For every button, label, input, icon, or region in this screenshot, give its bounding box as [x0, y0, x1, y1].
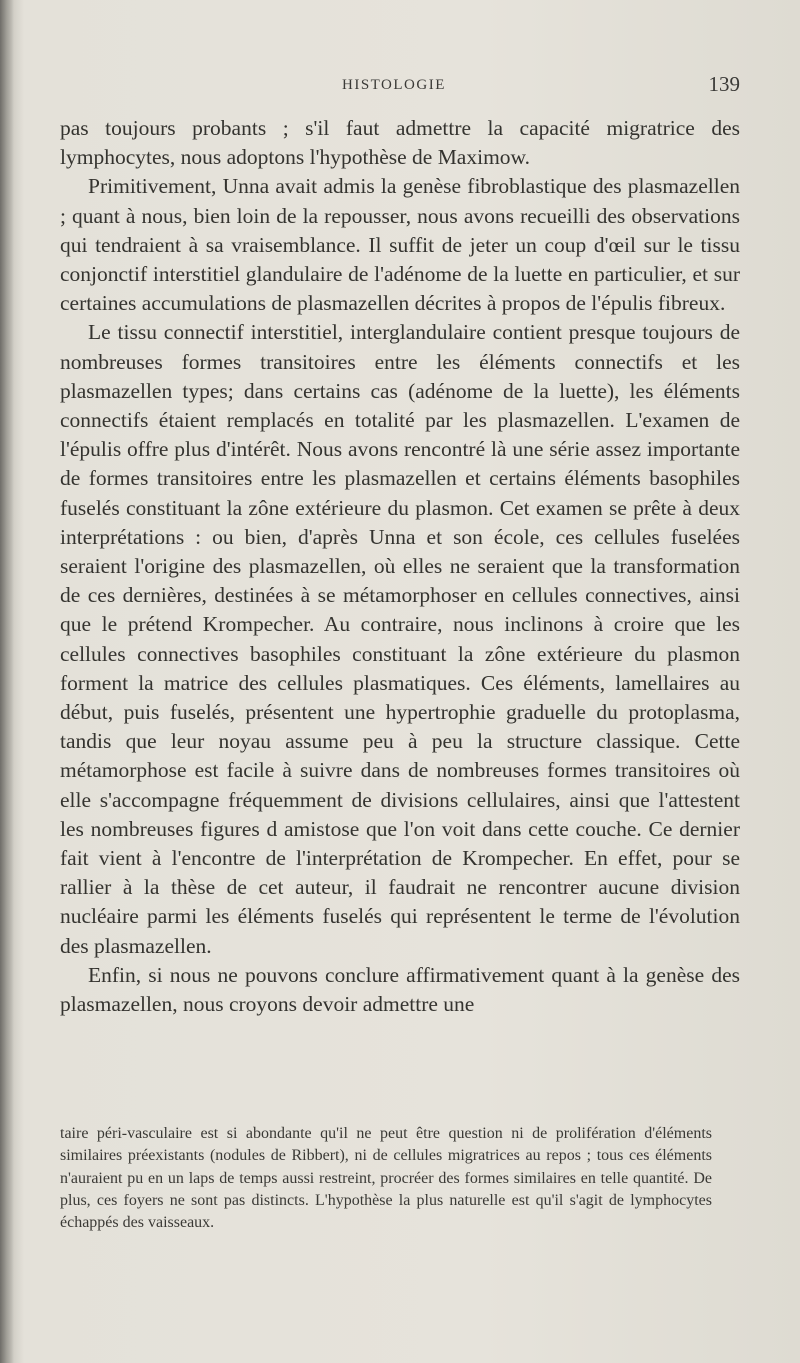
paragraph: Primitivement, Unna avait admis la genèse fibroblastique des plasmazellen ; quant à nous, bien loin de la repousser, nous avons recueilli des observations qui tendraient à sa vraisemblance. Il suffit de jeter un coup d'œil sur le tissu conjonctif interstitiel glandulaire de l'adénome de la luette en particulier, et sur certaines accumulations de plasmazellen décrites à propos de l'épulis fibreux.	[60, 174, 740, 316]
paragraph: Le tissu connectif interstitiel, interglandulaire contient presque toujours de nombreuses formes transitoires entre les éléments connectifs et les plasmazellen types; dans certains cas (adénome de la luette), les éléments connectifs étaient remplacés en totalité par les plasmazellen. L'examen de l'épulis offre plus d'intérêt. Nous avons rencontré là une série assez importante de formes transitoires entre les plasmazellen et certains éléments basophiles fuselés constituant la zône extérieure du plasmon. Cet examen se prête à deux interprétations : ou bien, d'après Unna et son école, ces cellules fuselées seraient l'origine des plasmazellen, où elles ne seraient que la transformation de ces dernières, destinées à se métamorphoser en cellules connectives, ainsi que le prétend Krompecher. Au contraire, nous inclinons à croire que les cellules connectives basophiles constituant la zône extérieure du plasmon forment la matrice des cellules plasmatiques. Ces éléments, lamellaires au début, puis fuselés, présentent une hypertrophie graduelle du protoplasma, tandis que leur noyau assume peu à peu la structure classique. Cette métamorphose est facile à suivre dans de nombreuses formes transitoires où elle s'accompagne fréquemment de divisions cellulaires, ainsi que l'attestent les nombreuses figures d amistose que l'on voit dans cette couche. Ce dernier fait vient à l'encontre de l'interprétation de Krompecher. En effet, pour se rallier à la thèse de cet auteur, il faudrait ne rencontrer aucune division nucléaire parmi les éléments fuselés qui représentent le terme de l'évolution des plasmazellen.	[60, 320, 740, 958]
footnote-text: taire péri-vasculaire est si abondante qu'il ne peut être question ni de prolifération d'éléments similaires préexistants (nodules de Ribbert), ni de cellules migratrices au repos ; tous ces éléments n'auraient pu en un laps de temps aussi restreint, procréer des formes similaires en telle quantité. De plus, ces foyers ne sont pas distincts. L'hypothèse la plus naturelle est qu'il s'agit de lymphocytes échappés des vaisseaux.	[60, 1125, 712, 1232]
running-head	[60, 72, 740, 102]
footnote	[60, 1123, 712, 1234]
paragraph: Enfin, si nous ne pouvons conclure affirmativement quant à la genèse des plasmazellen, nous croyons devoir admettre une	[60, 962, 740, 1017]
page-number: 139	[708, 72, 740, 96]
paragraph: pas toujours probants ; s'il faut admettre la capacité migratrice des lymphocytes, nous adoptons l'hypothèse de Maximow.	[60, 116, 740, 170]
spine-shadow	[0, 0, 14, 1363]
main-text	[60, 114, 740, 1019]
section-title: HISTOLOGIE	[342, 77, 446, 93]
